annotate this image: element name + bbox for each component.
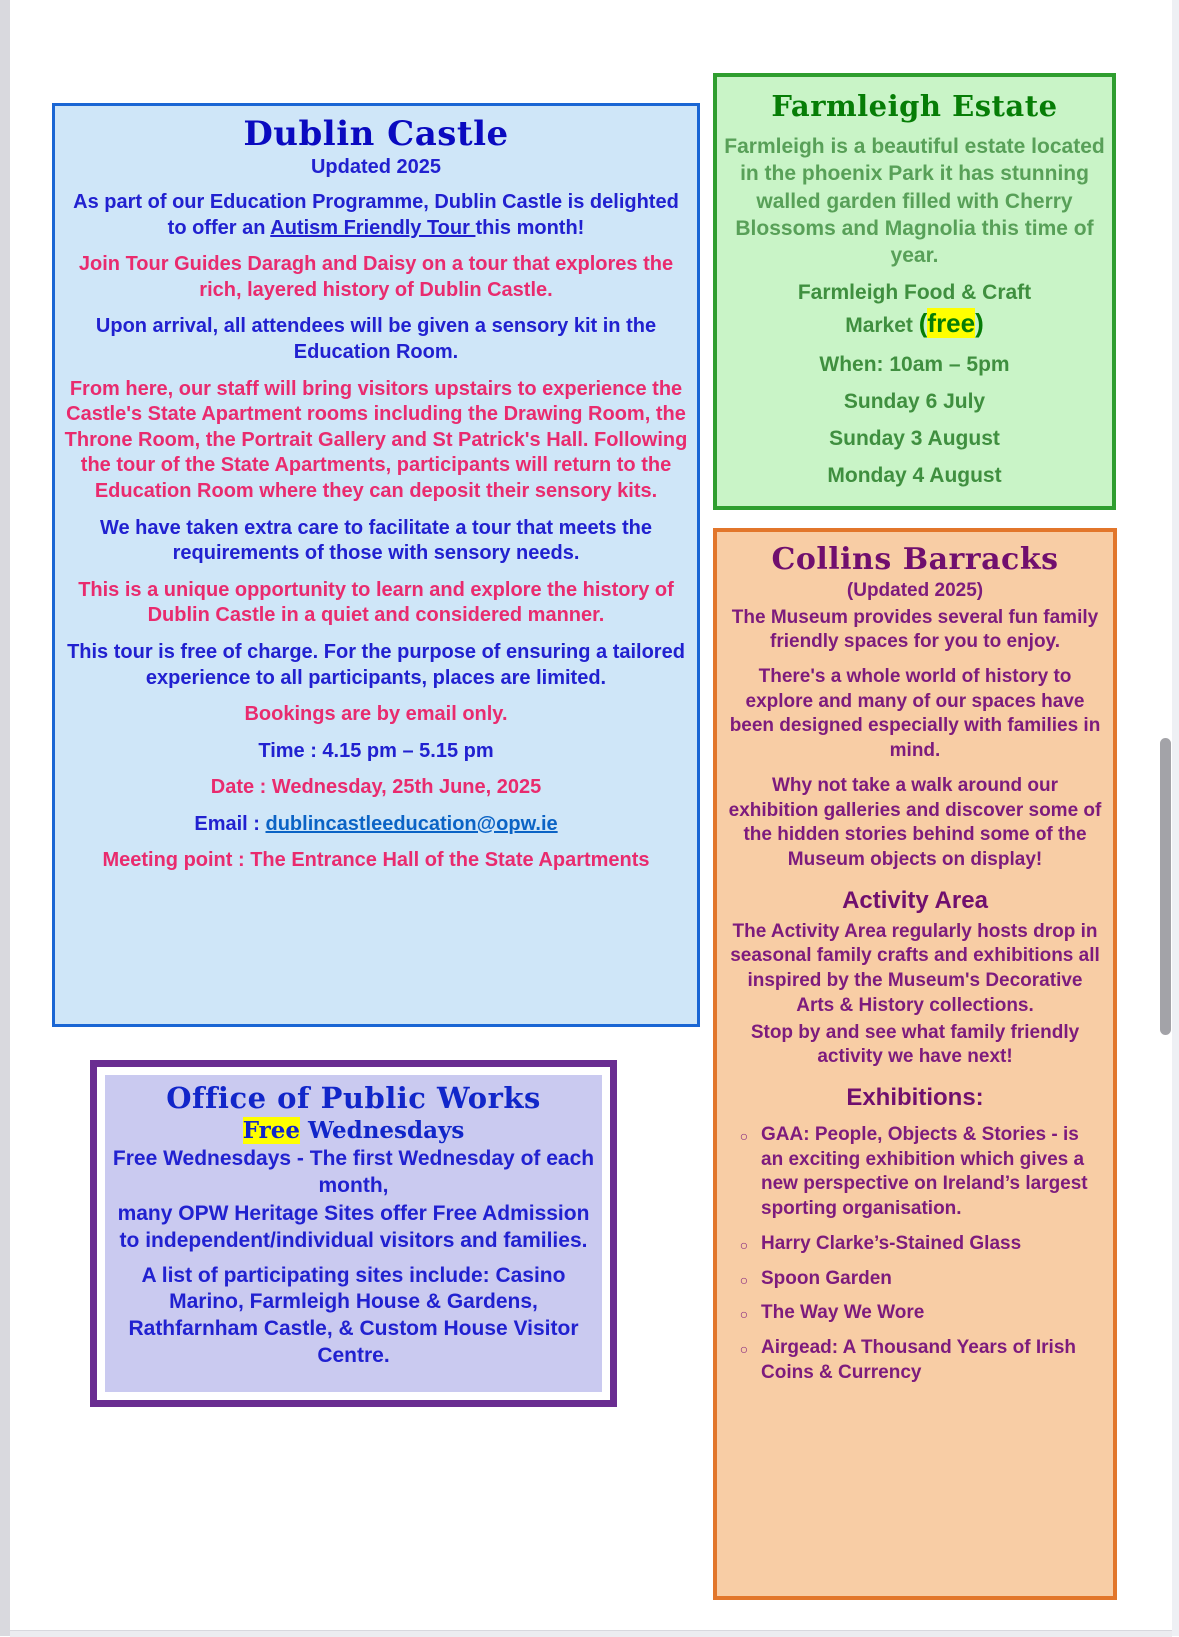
exhibitions-heading [727,1082,1103,1113]
bullet-text [761,1336,1103,1385]
free-of-charge-paragraph [63,640,689,691]
meeting-point-line [63,848,689,874]
market-hours [721,351,1108,378]
exhibition-spoon-garden [727,1267,1103,1292]
text-segment: Sunday 3 August [829,427,1000,451]
opw-subtitle-rest: Wednesdays [300,1117,465,1144]
text-segment: This is a unique opportunity to learn and explore the history of Dublin Castle in a quiet and considered manner. [78,578,674,627]
vertical-scrollbar[interactable] [1160,738,1171,1035]
text-segment: Meeting point : The Entrance Hall of the State Apartments [102,849,650,872]
text-segment: : A Thousand Years of Irish Coins & Currency [761,1336,1076,1383]
bullet-text [761,1232,1103,1257]
opw-subtitle-free-highlight: Free [242,1117,301,1144]
collins-barracks-body [727,579,1103,1385]
text-segment: many OPW Heritage Sites offer Free Admission to independent/individual visitors and families. [117,1202,590,1252]
opw-subtitle [111,1117,596,1144]
collins-barracks-title: Collins Barracks [771,542,1059,577]
estate-description [721,133,1108,269]
opportunity-paragraph [63,578,689,629]
stop-by-line [727,1021,1103,1070]
text-segment: The Activity Area regularly hosts drop in seasonal family crafts and exhibitions all inspired by the Museum's Decorative Arts & History collections. [730,920,1100,1016]
text-segment: We have taken extra care to facilitate a tour that meets the requirements of those with sensory needs. [99,516,653,565]
page-left-margin [0,0,10,1636]
text-segment: Email : [194,812,266,835]
text-segment: The Way We Wore [761,1302,925,1324]
bullet-text [761,1267,1103,1292]
text-segment: Bookings are by email only. [244,703,508,726]
activity-area-description [727,920,1103,1019]
text-segment: When: 10am – 5pm [819,352,1010,376]
text-segment: A list of participating sites include: Casino Marino, Farmleigh House & Gardens, Rathfarnham Castle, & Custom House Visitor Centre. [128,1263,579,1367]
dublin-castle-title: Dublin Castle [243,114,509,154]
text-segment: Exhibitions: [846,1083,984,1111]
text-segment: GAA [761,1124,804,1146]
farmleigh-estate-title: Farmleigh Estate [771,89,1058,123]
text-segment: Autism Friendly Tour [270,216,476,239]
text-segment: ( [918,307,928,338]
text-segment: There's a whole world of history to explore and many of our spaces have been designed especially with families in mind. [729,666,1101,762]
updated-line [727,579,1103,604]
text-segment: free [927,307,976,338]
text-segment: Upon arrival, all attendees will be given a sensory kit in the Education Room. [95,315,657,363]
exhibition-airgead [727,1336,1103,1385]
free-wednesdays-line [111,1146,596,1199]
bullet-circle-icon: ○ [739,1271,749,1288]
museum-intro [727,606,1103,655]
text-segment: As part of our Education Programme, Dublin Castle is delighted to offer an [73,191,679,239]
dublin-castle-subtitle: Updated 2025 [310,156,442,178]
text-segment: ) [975,307,984,338]
text-segment: Activity Area [842,886,988,914]
text-segment: : People, Objects & Stories - is an exciting exhibition which gives a new perspective on Ireland’s largest sporting organisation. [761,1124,1088,1220]
email-line [63,812,689,838]
collins-barracks-card [713,528,1117,1600]
text-segment: Stop by and see what family friendly activity we have next! [750,1021,1080,1068]
bullet-circle-icon: ○ [739,1340,749,1357]
participating-sites-paragraph [111,1263,596,1370]
text-segment: Farmleigh is a beautiful estate located in the phoenix Park it has stunning walled garden filled with Cherry Blossoms and Magnolia this time of year. [724,135,1105,268]
text-segment: Join Tour Guides Daragh and Daisy on a tour that explores the rich, layered history of Dublin Castle. [78,253,674,301]
market-date-1 [721,388,1108,415]
office-of-public-works-inner [105,1075,602,1392]
text-segment: Spoon Garden [761,1267,892,1289]
farmleigh-estate-body [721,133,1108,490]
tour-description-paragraph [63,377,689,505]
bullet-text [761,1123,1103,1222]
care-paragraph [63,516,689,567]
office-of-public-works-card [90,1060,617,1407]
opw-body [111,1146,596,1369]
text-segment: (Updated 2025) [846,580,984,601]
text-segment: This tour is free of charge. For the purpose of ensuring a tailored experience to all participants, places are limited. [67,640,685,689]
opw-title: Office of Public Works [166,1081,541,1115]
galleries-paragraph [727,774,1103,873]
text-segment: From here, our staff will bring visitors upstairs to experience the Castle's State Apartment rooms including the Drawing Room, the Throne Room, the Portrait Gallery and St Patrick's Hall. Following the tour of the State Apartments, participants will return to the Education Room where they can deposit their sensory kits. [64,377,688,502]
text-segment: Monday 4 August [827,464,1002,488]
text-segment: Free Wednesdays - The first Wednesday of each month, [112,1147,595,1197]
exhibition-gaa [727,1123,1103,1222]
exhibition-way-we-wore [727,1301,1103,1326]
text-segment: Market [845,313,919,337]
exhibition-harry-clarke [727,1232,1103,1257]
time-line [63,739,689,765]
text-segment: The Museum provides several fun family friendly spaces for you to enjoy. [731,606,1099,653]
market-title [721,279,1108,340]
dublin-castle-card [52,103,700,1027]
bullet-text [761,1301,1103,1326]
market-date-3 [721,462,1108,489]
farmleigh-estate-card [713,73,1116,510]
market-date-2 [721,425,1108,452]
intro-paragraph [63,190,689,241]
tour-guides-paragraph [63,252,689,303]
date-line [63,775,689,801]
activity-area-heading [727,885,1103,916]
page-right-margin [1172,0,1179,1636]
text-segment: Airgead [761,1336,832,1358]
text-segment: Sunday 6 July [843,389,986,413]
email-link[interactable]: dublincastleeducation@opw.ie [265,812,558,835]
free-admission-paragraph [111,1201,596,1254]
dublin-castle-body [63,190,689,874]
bookings-paragraph [63,702,689,728]
text-segment: Farmleigh Food & Craft [797,281,1032,305]
arrival-paragraph [63,314,689,365]
bullet-circle-icon: ○ [739,1306,749,1323]
history-paragraph [727,665,1103,764]
text-segment: Why not take a walk around our exhibition galleries and discover some of the hidden stories behind some of the Museum objects on display! [728,774,1102,870]
text-segment: Harry Clarke’s-Stained Glass [761,1232,1022,1254]
text-segment: Time : 4.15 pm – 5.15 pm [258,739,494,762]
bullet-circle-icon: ○ [739,1236,749,1253]
text-segment: Date : Wednesday, 25th June, 2025 [210,776,542,799]
bullet-circle-icon: ○ [739,1128,749,1145]
text-segment: this month! [475,216,585,239]
